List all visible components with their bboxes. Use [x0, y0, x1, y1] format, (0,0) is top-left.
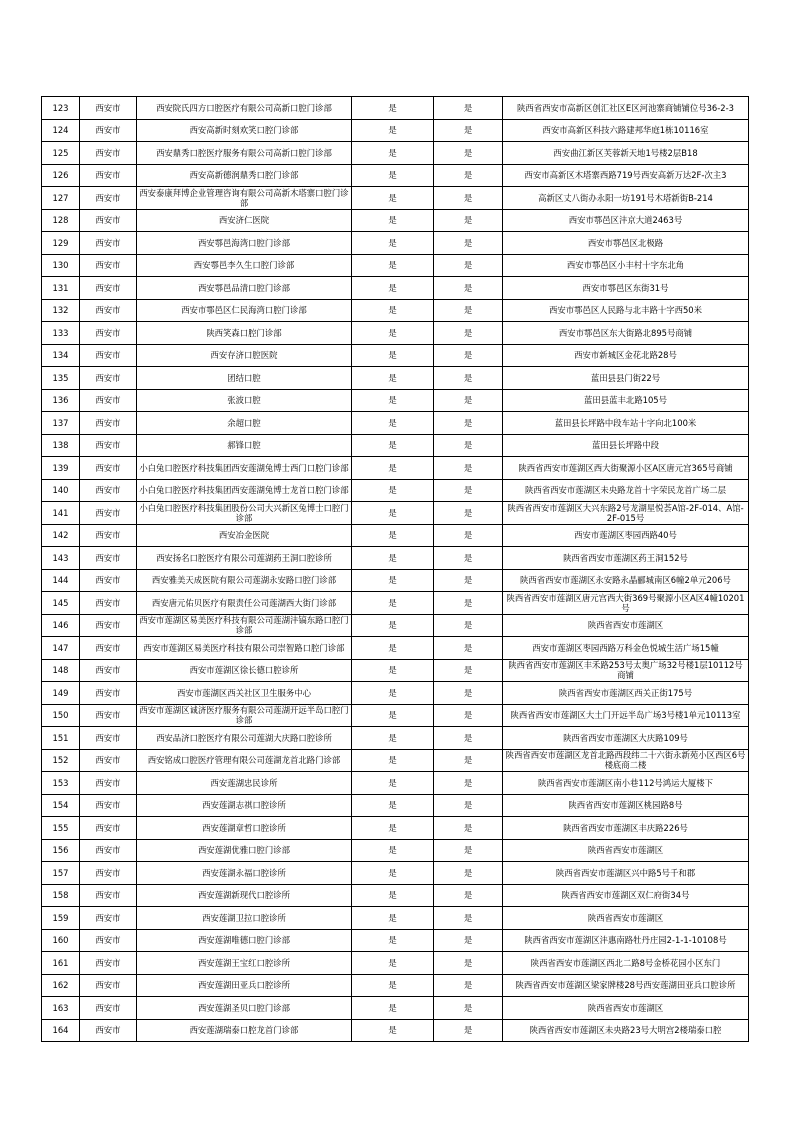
- flag-b-cell: 是: [434, 412, 503, 435]
- row-number-cell: 160: [42, 929, 80, 952]
- flag-a-cell: 是: [352, 232, 434, 255]
- row-number-cell: 154: [42, 794, 80, 817]
- row-number-cell: 131: [42, 277, 80, 300]
- row-number-cell: 148: [42, 659, 80, 682]
- table-row: [42, 839, 749, 862]
- city-cell: 西安市: [80, 862, 137, 885]
- address-cell: 陕西省西安市莲湖区: [503, 614, 749, 637]
- row-number-cell: 145: [42, 592, 80, 615]
- institution-name-cell: 西安莲湖忠民诊所: [137, 772, 352, 795]
- institution-name-cell: 西安市莲湖区徐长德口腔诊所: [137, 659, 352, 682]
- flag-a-cell: 是: [352, 817, 434, 840]
- row-number-cell: 126: [42, 164, 80, 187]
- address-cell: 陕西省西安市莲湖区西大街聚源小区A区唐元宫365号商铺: [503, 457, 749, 480]
- flag-b-cell: 是: [434, 749, 503, 772]
- flag-a-cell: 是: [352, 254, 434, 277]
- address-cell: 西安市鄠邑区北极路: [503, 232, 749, 255]
- city-cell: 西安市: [80, 952, 137, 975]
- row-number-cell: 149: [42, 682, 80, 705]
- institution-name-cell: 西安泰康拜博企业管理咨询有限公司高新木塔寨口腔门诊部: [137, 187, 352, 210]
- flag-b-cell: 是: [434, 929, 503, 952]
- address-cell: 陕西省西安市莲湖区唐元宫西大街369号聚源小区A区4幢10201号: [503, 592, 749, 615]
- table-row: [42, 457, 749, 480]
- flag-a-cell: 是: [352, 502, 434, 525]
- flag-b-cell: 是: [434, 97, 503, 120]
- flag-b-cell: 是: [434, 299, 503, 322]
- flag-b-cell: 是: [434, 389, 503, 412]
- table-row: [42, 502, 749, 525]
- flag-a-cell: 是: [352, 794, 434, 817]
- address-cell: 陕西省西安市莲湖区: [503, 997, 749, 1020]
- flag-a-cell: 是: [352, 434, 434, 457]
- address-cell: 西安市鄠邑区东街31号: [503, 277, 749, 300]
- city-cell: 西安市: [80, 322, 137, 345]
- institution-name-cell: 西安莲湖章哲口腔诊所: [137, 817, 352, 840]
- flag-a-cell: 是: [352, 187, 434, 210]
- address-cell: 蓝田县县门街22号: [503, 367, 749, 390]
- table-row: [42, 1019, 749, 1042]
- city-cell: 西安市: [80, 344, 137, 367]
- institution-name-cell: 西安市莲湖区易美医疗科技有限公司崇智路口腔门诊部: [137, 637, 352, 660]
- row-number-cell: 134: [42, 344, 80, 367]
- flag-a-cell: 是: [352, 659, 434, 682]
- address-cell: 陕西省西安市莲湖区丰禾路253号太奥广场32号楼1层10112号商铺: [503, 659, 749, 682]
- flag-b-cell: 是: [434, 232, 503, 255]
- row-number-cell: 137: [42, 412, 80, 435]
- address-cell: 陕西省西安市莲湖区龙首北路西段纬二十六街永新苑小区西区6号楼底商二楼: [503, 749, 749, 772]
- flag-a-cell: 是: [352, 637, 434, 660]
- flag-a-cell: 是: [352, 412, 434, 435]
- flag-b-cell: 是: [434, 524, 503, 547]
- row-number-cell: 146: [42, 614, 80, 637]
- table-row: [42, 344, 749, 367]
- address-cell: 陕西省西安市莲湖区未央路23号大明宫2楼瑞泰口腔: [503, 1019, 749, 1042]
- city-cell: 西安市: [80, 457, 137, 480]
- city-cell: 西安市: [80, 884, 137, 907]
- table-row: [42, 299, 749, 322]
- flag-a-cell: 是: [352, 727, 434, 750]
- row-number-cell: 133: [42, 322, 80, 345]
- flag-b-cell: 是: [434, 367, 503, 390]
- table-row: [42, 974, 749, 997]
- flag-b-cell: 是: [434, 637, 503, 660]
- flag-a-cell: 是: [352, 389, 434, 412]
- city-cell: 西安市: [80, 479, 137, 502]
- flag-a-cell: 是: [352, 367, 434, 390]
- table-row: [42, 749, 749, 772]
- table-row: [42, 254, 749, 277]
- flag-a-cell: 是: [352, 322, 434, 345]
- flag-a-cell: 是: [352, 142, 434, 165]
- city-cell: 西安市: [80, 187, 137, 210]
- flag-b-cell: 是: [434, 569, 503, 592]
- city-cell: 西安市: [80, 794, 137, 817]
- flag-a-cell: 是: [352, 974, 434, 997]
- table-row: [42, 952, 749, 975]
- city-cell: 西安市: [80, 254, 137, 277]
- flag-a-cell: 是: [352, 614, 434, 637]
- row-number-cell: 135: [42, 367, 80, 390]
- row-number-cell: 144: [42, 569, 80, 592]
- row-number-cell: 130: [42, 254, 80, 277]
- address-cell: 陕西省西安市莲湖区梁家牌楼28号西安莲湖田亚兵口腔诊所: [503, 974, 749, 997]
- address-cell: 高新区丈八街办永阳一坊191号木塔新街B-214: [503, 187, 749, 210]
- flag-b-cell: 是: [434, 907, 503, 930]
- address-cell: 陕西省西安市莲湖区: [503, 907, 749, 930]
- address-cell: 西安市莲湖区枣园西路40号: [503, 524, 749, 547]
- row-number-cell: 155: [42, 817, 80, 840]
- address-cell: 陕西省西安市莲湖区南小巷112号鸿运大厦楼下: [503, 772, 749, 795]
- address-cell: 蓝田县长坪路中段: [503, 434, 749, 457]
- flag-a-cell: 是: [352, 862, 434, 885]
- city-cell: 西安市: [80, 97, 137, 120]
- row-number-cell: 147: [42, 637, 80, 660]
- row-number-cell: 129: [42, 232, 80, 255]
- institution-name-cell: 西安莲湖卫拉口腔诊所: [137, 907, 352, 930]
- address-cell: 陕西省西安市莲湖区大庆路109号: [503, 727, 749, 750]
- table-row: [42, 524, 749, 547]
- row-number-cell: 157: [42, 862, 80, 885]
- address-cell: 陕西省西安市莲湖区沣惠南路牡丹庄园2-1-1-10108号: [503, 929, 749, 952]
- flag-b-cell: 是: [434, 727, 503, 750]
- address-cell: 蓝田县蓝丰北路105号: [503, 389, 749, 412]
- flag-b-cell: 是: [434, 659, 503, 682]
- flag-b-cell: 是: [434, 862, 503, 885]
- institution-name-cell: 西安莲湖新现代口腔诊所: [137, 884, 352, 907]
- flag-b-cell: 是: [434, 682, 503, 705]
- address-cell: 西安市高新区木塔寨西路719号西安高新万达2F-次主3: [503, 164, 749, 187]
- table-row: [42, 434, 749, 457]
- flag-b-cell: 是: [434, 974, 503, 997]
- flag-b-cell: 是: [434, 187, 503, 210]
- table-row: [42, 389, 749, 412]
- flag-b-cell: 是: [434, 502, 503, 525]
- flag-a-cell: 是: [352, 772, 434, 795]
- address-cell: 陕西省西安市莲湖区: [503, 839, 749, 862]
- flag-b-cell: 是: [434, 884, 503, 907]
- flag-b-cell: 是: [434, 614, 503, 637]
- flag-b-cell: 是: [434, 547, 503, 570]
- institution-name-cell: 团结口腔: [137, 367, 352, 390]
- city-cell: 西安市: [80, 772, 137, 795]
- row-number-cell: 159: [42, 907, 80, 930]
- table-row: [42, 637, 749, 660]
- table-row: [42, 682, 749, 705]
- flag-a-cell: 是: [352, 907, 434, 930]
- table-row: [42, 119, 749, 142]
- row-number-cell: 141: [42, 502, 80, 525]
- row-number-cell: 150: [42, 704, 80, 727]
- flag-b-cell: 是: [434, 164, 503, 187]
- flag-b-cell: 是: [434, 794, 503, 817]
- row-number-cell: 132: [42, 299, 80, 322]
- table-row: [42, 592, 749, 615]
- row-number-cell: 163: [42, 997, 80, 1020]
- institution-name-cell: 小白兔口腔医疗科技集团西安莲湖兔博士西门口腔门诊部: [137, 457, 352, 480]
- city-cell: 西安市: [80, 277, 137, 300]
- city-cell: 西安市: [80, 164, 137, 187]
- city-cell: 西安市: [80, 412, 137, 435]
- flag-a-cell: 是: [352, 952, 434, 975]
- city-cell: 西安市: [80, 232, 137, 255]
- city-cell: 西安市: [80, 119, 137, 142]
- table-row: [42, 862, 749, 885]
- address-cell: 西安市鄠邑区沣京大道2463号: [503, 209, 749, 232]
- table-row: [42, 929, 749, 952]
- table-row: [42, 322, 749, 345]
- table-row: [42, 997, 749, 1020]
- city-cell: 西安市: [80, 389, 137, 412]
- table-row: [42, 884, 749, 907]
- flag-a-cell: 是: [352, 547, 434, 570]
- row-number-cell: 164: [42, 1019, 80, 1042]
- table-row: [42, 704, 749, 727]
- city-cell: 西安市: [80, 839, 137, 862]
- row-number-cell: 162: [42, 974, 80, 997]
- address-cell: 西安市鄠邑区人民路与北丰路十字西50米: [503, 299, 749, 322]
- table-row: [42, 479, 749, 502]
- address-cell: 陕西省西安市莲湖区药王洞152号: [503, 547, 749, 570]
- institution-name-cell: 小白兔口腔医疗科技集团股份公司大兴新区兔博士口腔门诊部: [137, 502, 352, 525]
- flag-b-cell: 是: [434, 434, 503, 457]
- row-number-cell: 140: [42, 479, 80, 502]
- institution-name-cell: 西安莲湖圣贝口腔门诊部: [137, 997, 352, 1020]
- institution-name-cell: 西安市莲湖区西关社区卫生服务中心: [137, 682, 352, 705]
- institution-name-cell: 西安铭成口腔医疗管理有限公司莲湖龙首北路门诊部: [137, 749, 352, 772]
- table-row: [42, 614, 749, 637]
- table-row: [42, 277, 749, 300]
- institution-name-cell: 西安院氏四方口腔医疗有限公司高新口腔门诊部: [137, 97, 352, 120]
- table-row: [42, 232, 749, 255]
- table-row: [42, 794, 749, 817]
- table-row: [42, 412, 749, 435]
- institution-name-cell: 小白兔口腔医疗科技集团西安莲湖兔博士龙首口腔门诊部: [137, 479, 352, 502]
- flag-a-cell: 是: [352, 749, 434, 772]
- institution-name-cell: 西安冶金医院: [137, 524, 352, 547]
- institution-name-cell: 西安鄠邑海湾口腔门诊部: [137, 232, 352, 255]
- flag-a-cell: 是: [352, 592, 434, 615]
- flag-a-cell: 是: [352, 479, 434, 502]
- flag-b-cell: 是: [434, 592, 503, 615]
- city-cell: 西安市: [80, 592, 137, 615]
- table-row: [42, 367, 749, 390]
- table-row: [42, 659, 749, 682]
- institution-name-cell: 郝锋口腔: [137, 434, 352, 457]
- flag-b-cell: 是: [434, 209, 503, 232]
- address-cell: 蓝田县长坪路中段车站十字向北100米: [503, 412, 749, 435]
- city-cell: 西安市: [80, 907, 137, 930]
- address-cell: 西安曲江新区芙蓉新天地1号楼2层B18: [503, 142, 749, 165]
- table-row: [42, 817, 749, 840]
- flag-b-cell: 是: [434, 344, 503, 367]
- row-number-cell: 124: [42, 119, 80, 142]
- institution-name-cell: 西安莲湖田亚兵口腔诊所: [137, 974, 352, 997]
- flag-b-cell: 是: [434, 479, 503, 502]
- address-cell: 陕西省西安市莲湖区西关正街175号: [503, 682, 749, 705]
- flag-a-cell: 是: [352, 277, 434, 300]
- city-cell: 西安市: [80, 749, 137, 772]
- row-number-cell: 152: [42, 749, 80, 772]
- city-cell: 西安市: [80, 659, 137, 682]
- institution-name-cell: 西安存济口腔医院: [137, 344, 352, 367]
- institution-name-cell: 西安鄠邑品清口腔门诊部: [137, 277, 352, 300]
- clinic-table-body: [42, 97, 749, 1042]
- table-row: [42, 209, 749, 232]
- institution-name-cell: 西安扬名口腔医疗有限公司莲湖药王洞口腔诊所: [137, 547, 352, 570]
- institution-name-cell: 西安鄠邑李久生口腔门诊部: [137, 254, 352, 277]
- flag-a-cell: 是: [352, 1019, 434, 1042]
- city-cell: 西安市: [80, 817, 137, 840]
- table-row: [42, 164, 749, 187]
- row-number-cell: 128: [42, 209, 80, 232]
- flag-b-cell: 是: [434, 772, 503, 795]
- city-cell: 西安市: [80, 299, 137, 322]
- flag-b-cell: 是: [434, 142, 503, 165]
- table-row: [42, 569, 749, 592]
- row-number-cell: 161: [42, 952, 80, 975]
- city-cell: 西安市: [80, 682, 137, 705]
- flag-b-cell: 是: [434, 952, 503, 975]
- institution-name-cell: 余超口腔: [137, 412, 352, 435]
- table-row: [42, 727, 749, 750]
- city-cell: 西安市: [80, 704, 137, 727]
- city-cell: 西安市: [80, 367, 137, 390]
- institution-name-cell: 西安莲湖唯德口腔门诊部: [137, 929, 352, 952]
- institution-name-cell: 陕西笑森口腔门诊部: [137, 322, 352, 345]
- city-cell: 西安市: [80, 974, 137, 997]
- table-row: [42, 907, 749, 930]
- institution-name-cell: 西安莲湖志祺口腔诊所: [137, 794, 352, 817]
- flag-a-cell: 是: [352, 344, 434, 367]
- institution-name-cell: 西安鼎秀口腔医疗服务有限公司高新口腔门诊部: [137, 142, 352, 165]
- row-number-cell: 153: [42, 772, 80, 795]
- address-cell: 西安市鄠邑区小丰村十字东北角: [503, 254, 749, 277]
- city-cell: 西安市: [80, 434, 137, 457]
- row-number-cell: 139: [42, 457, 80, 480]
- address-cell: 西安市鄠邑区东大街路北895号商铺: [503, 322, 749, 345]
- address-cell: 陕西省西安市莲湖区西北二路8号金桥花园小区东门: [503, 952, 749, 975]
- table-row: [42, 187, 749, 210]
- flag-b-cell: 是: [434, 704, 503, 727]
- city-cell: 西安市: [80, 142, 137, 165]
- row-number-cell: 127: [42, 187, 80, 210]
- flag-a-cell: 是: [352, 457, 434, 480]
- flag-a-cell: 是: [352, 524, 434, 547]
- row-number-cell: 156: [42, 839, 80, 862]
- flag-a-cell: 是: [352, 209, 434, 232]
- row-number-cell: 142: [42, 524, 80, 547]
- row-number-cell: 151: [42, 727, 80, 750]
- table-row: [42, 142, 749, 165]
- flag-a-cell: 是: [352, 119, 434, 142]
- institution-name-cell: 西安高新时刻欢笑口腔门诊部: [137, 119, 352, 142]
- city-cell: 西安市: [80, 997, 137, 1020]
- address-cell: 西安市莲湖区枣园西路万科金色悦城生活广场15幢: [503, 637, 749, 660]
- institution-name-cell: 西安济仁医院: [137, 209, 352, 232]
- flag-b-cell: 是: [434, 322, 503, 345]
- row-number-cell: 136: [42, 389, 80, 412]
- flag-b-cell: 是: [434, 839, 503, 862]
- flag-a-cell: 是: [352, 164, 434, 187]
- city-cell: 西安市: [80, 209, 137, 232]
- city-cell: 西安市: [80, 614, 137, 637]
- city-cell: 西安市: [80, 569, 137, 592]
- row-number-cell: 123: [42, 97, 80, 120]
- address-cell: 西安市高新区科技六路建邦华庭1栋10116室: [503, 119, 749, 142]
- flag-a-cell: 是: [352, 929, 434, 952]
- flag-a-cell: 是: [352, 839, 434, 862]
- table-row: [42, 547, 749, 570]
- institution-name-cell: 西安雅美天成医院有限公司莲湖永安路口腔门诊部: [137, 569, 352, 592]
- table-row: [42, 772, 749, 795]
- flag-b-cell: 是: [434, 277, 503, 300]
- flag-b-cell: 是: [434, 817, 503, 840]
- city-cell: 西安市: [80, 727, 137, 750]
- city-cell: 西安市: [80, 1019, 137, 1042]
- institution-name-cell: 西安市鄠邑区仁民海湾口腔门诊部: [137, 299, 352, 322]
- table-row: [42, 97, 749, 120]
- address-cell: 陕西省西安市莲湖区大土门开远半岛广场3号楼1单元10113室: [503, 704, 749, 727]
- institution-name-cell: 西安高新德润鼎秀口腔门诊部: [137, 164, 352, 187]
- institution-name-cell: 西安莲湖瑞泰口腔龙首门诊部: [137, 1019, 352, 1042]
- institution-name-cell: 西安市莲湖区诚济医疗服务有限公司莲湖开远半岛口腔门诊部: [137, 704, 352, 727]
- flag-b-cell: 是: [434, 119, 503, 142]
- address-cell: 陕西省西安市莲湖区丰庆路226号: [503, 817, 749, 840]
- address-cell: 陕西省西安市高新区创汇社区E区河池寨商铺铺位号36-2-3: [503, 97, 749, 120]
- address-cell: 陕西省西安市莲湖区永安路永晶郦城南区6幢2单元206号: [503, 569, 749, 592]
- institution-name-cell: 西安莲湖优雅口腔门诊部: [137, 839, 352, 862]
- flag-a-cell: 是: [352, 997, 434, 1020]
- flag-b-cell: 是: [434, 457, 503, 480]
- address-cell: 陕西省西安市莲湖区大兴东路2号龙湖星悦荟A馆-2F-014、A馆-2F-015号: [503, 502, 749, 525]
- city-cell: 西安市: [80, 637, 137, 660]
- flag-a-cell: 是: [352, 682, 434, 705]
- address-cell: 陕西省西安市莲湖区未央路龙首十字荣民龙首广场二层: [503, 479, 749, 502]
- city-cell: 西安市: [80, 502, 137, 525]
- flag-b-cell: 是: [434, 254, 503, 277]
- flag-b-cell: 是: [434, 997, 503, 1020]
- flag-a-cell: 是: [352, 299, 434, 322]
- institution-name-cell: 西安莲湖永福口腔诊所: [137, 862, 352, 885]
- address-cell: 陕西省西安市莲湖区桃园路8号: [503, 794, 749, 817]
- flag-b-cell: 是: [434, 1019, 503, 1042]
- flag-a-cell: 是: [352, 97, 434, 120]
- city-cell: 西安市: [80, 524, 137, 547]
- institution-name-cell: 西安唐元佑贝医疗有限责任公司莲湖西大街门诊部: [137, 592, 352, 615]
- row-number-cell: 143: [42, 547, 80, 570]
- institution-name-cell: 西安品济口腔医疗有限公司莲湖大庆路口腔诊所: [137, 727, 352, 750]
- flag-a-cell: 是: [352, 704, 434, 727]
- institution-name-cell: 西安莲湖王宝红口腔诊所: [137, 952, 352, 975]
- flag-a-cell: 是: [352, 569, 434, 592]
- flag-a-cell: 是: [352, 884, 434, 907]
- address-cell: 西安市新城区金花北路28号: [503, 344, 749, 367]
- row-number-cell: 125: [42, 142, 80, 165]
- city-cell: 西安市: [80, 547, 137, 570]
- city-cell: 西安市: [80, 929, 137, 952]
- address-cell: 陕西省西安市莲湖区双仁府街34号: [503, 884, 749, 907]
- address-cell: 陕西省西安市莲湖区兴中路5号千和郡: [503, 862, 749, 885]
- institution-name-cell: 西安市莲湖区易美医疗科技有限公司莲湖沣镐东路口腔门诊部: [137, 614, 352, 637]
- row-number-cell: 158: [42, 884, 80, 907]
- row-number-cell: 138: [42, 434, 80, 457]
- institution-name-cell: 张波口腔: [137, 389, 352, 412]
- clinic-table: [41, 96, 749, 1042]
